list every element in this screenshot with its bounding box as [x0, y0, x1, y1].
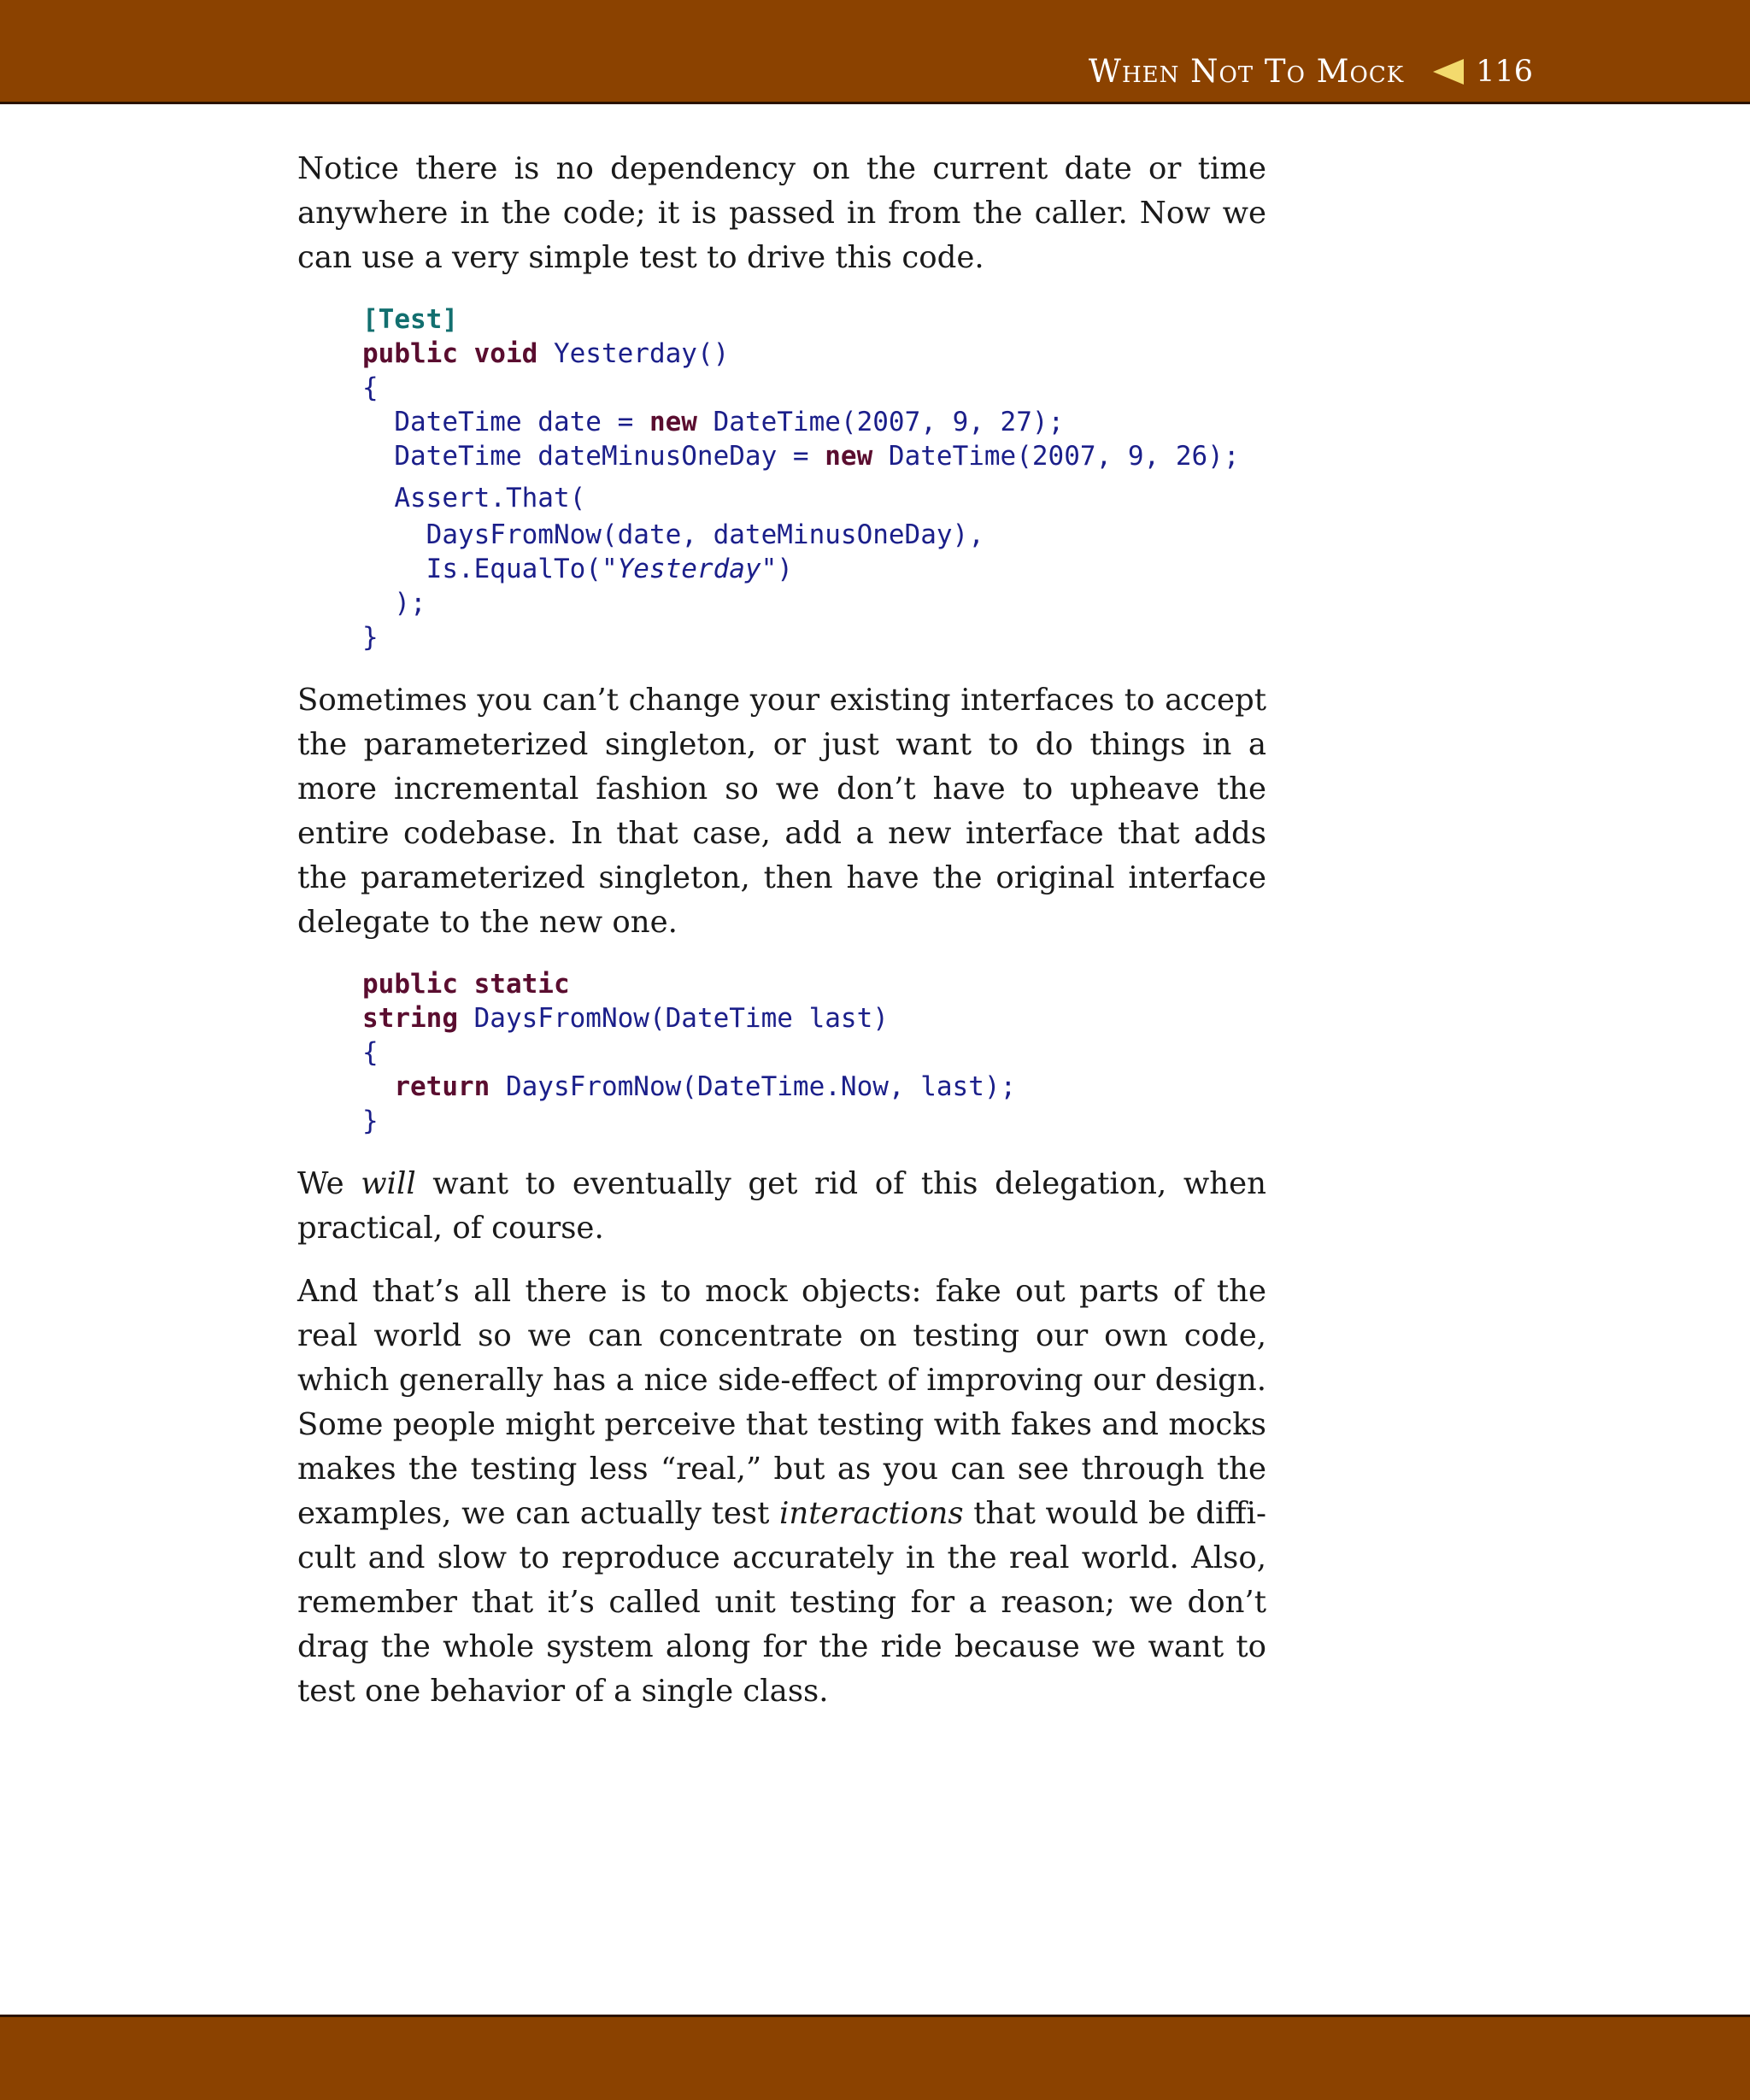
code-text: DateTime(2007, 9, 26);	[872, 441, 1240, 472]
footer-bar	[0, 2015, 1750, 2100]
code-block-delegate	[297, 967, 1266, 1138]
code-keyword: public static	[362, 969, 570, 1000]
paragraph-intro: Notice there is no dependency on the current date or time anywhere in the code; it is passed in from the caller. Now we can use a very simple test to drive this code.	[297, 151, 1266, 275]
code-text: {	[362, 1037, 379, 1068]
code-string: "Yesterday"	[601, 554, 778, 584]
code-keyword: new	[825, 441, 873, 472]
page-content	[297, 147, 1266, 1714]
emphasis: interactions	[779, 1496, 964, 1531]
code-text: DateTime(2007, 9, 27);	[696, 407, 1065, 437]
paragraph-singleton: Sometimes you can’t change your existing interfaces to accept the parameterized singleton, or just want to do things in a more incremental fashion so we don’t have to upheave the entire codebase. In that case, add a new interface that adds the parameterized singleton, then have the original interface delegate to the new one.	[297, 683, 1266, 940]
emphasis: will	[361, 1166, 416, 1201]
code-text: DaysFromNow(date, dateMinusOneDay),	[362, 519, 984, 550]
code-attribute: [Test]	[362, 304, 458, 335]
code-text: );	[362, 588, 426, 619]
code-block-test	[297, 302, 1266, 654]
code-text: }	[362, 1106, 379, 1136]
header-bar	[0, 0, 1750, 104]
code-text: Yesterday()	[537, 338, 730, 369]
code-text: {	[362, 372, 379, 403]
code-text: )	[777, 554, 793, 584]
code-keyword: public void	[362, 338, 538, 369]
text-run: want to eventually get rid of this delegation, when practical, of course.	[297, 1166, 1266, 1246]
paragraph-delegation	[297, 1162, 1266, 1251]
text-run: And that’s all there is to mock objects: fake out parts of the real world so we can concentrate on testing our own code, which generally has a nice side-effect of improving our design. Some people might perceive that testing with fakes and mocks makes the testing less “real,” but as you can see through the examples, we can actually test	[297, 1274, 1266, 1531]
code-keyword: string	[362, 1003, 458, 1034]
code-text: DateTime date =	[362, 407, 649, 437]
code-text	[362, 1071, 394, 1102]
section-title: When Not To Mock	[1088, 53, 1405, 90]
left-triangle-arrow-icon[interactable]	[1433, 59, 1464, 85]
code-text: Is.EqualTo(	[362, 554, 602, 584]
code-keyword: new	[649, 407, 697, 437]
code-text: DateTime dateMinusOneDay =	[362, 441, 825, 472]
code-text: Assert.That(	[362, 483, 586, 513]
code-text: }	[362, 622, 379, 653]
text-run: that would be difficult and slow to reproduce accurately in the real world. Also, remember that it’s called unit testing for a reason; we don’t drag the whole system along for the ride because we want to test one behavior of a single class.	[297, 1496, 1266, 1709]
code-text: DaysFromNow(DateTime last)	[457, 1003, 889, 1034]
code-text: DaysFromNow(DateTime.Now, last);	[490, 1071, 1017, 1102]
page-number: 116	[1476, 54, 1533, 89]
paragraph-conclusion	[297, 1270, 1266, 1714]
running-header	[1089, 53, 1533, 90]
code-keyword: return	[394, 1071, 490, 1102]
text-run: We	[297, 1166, 361, 1201]
